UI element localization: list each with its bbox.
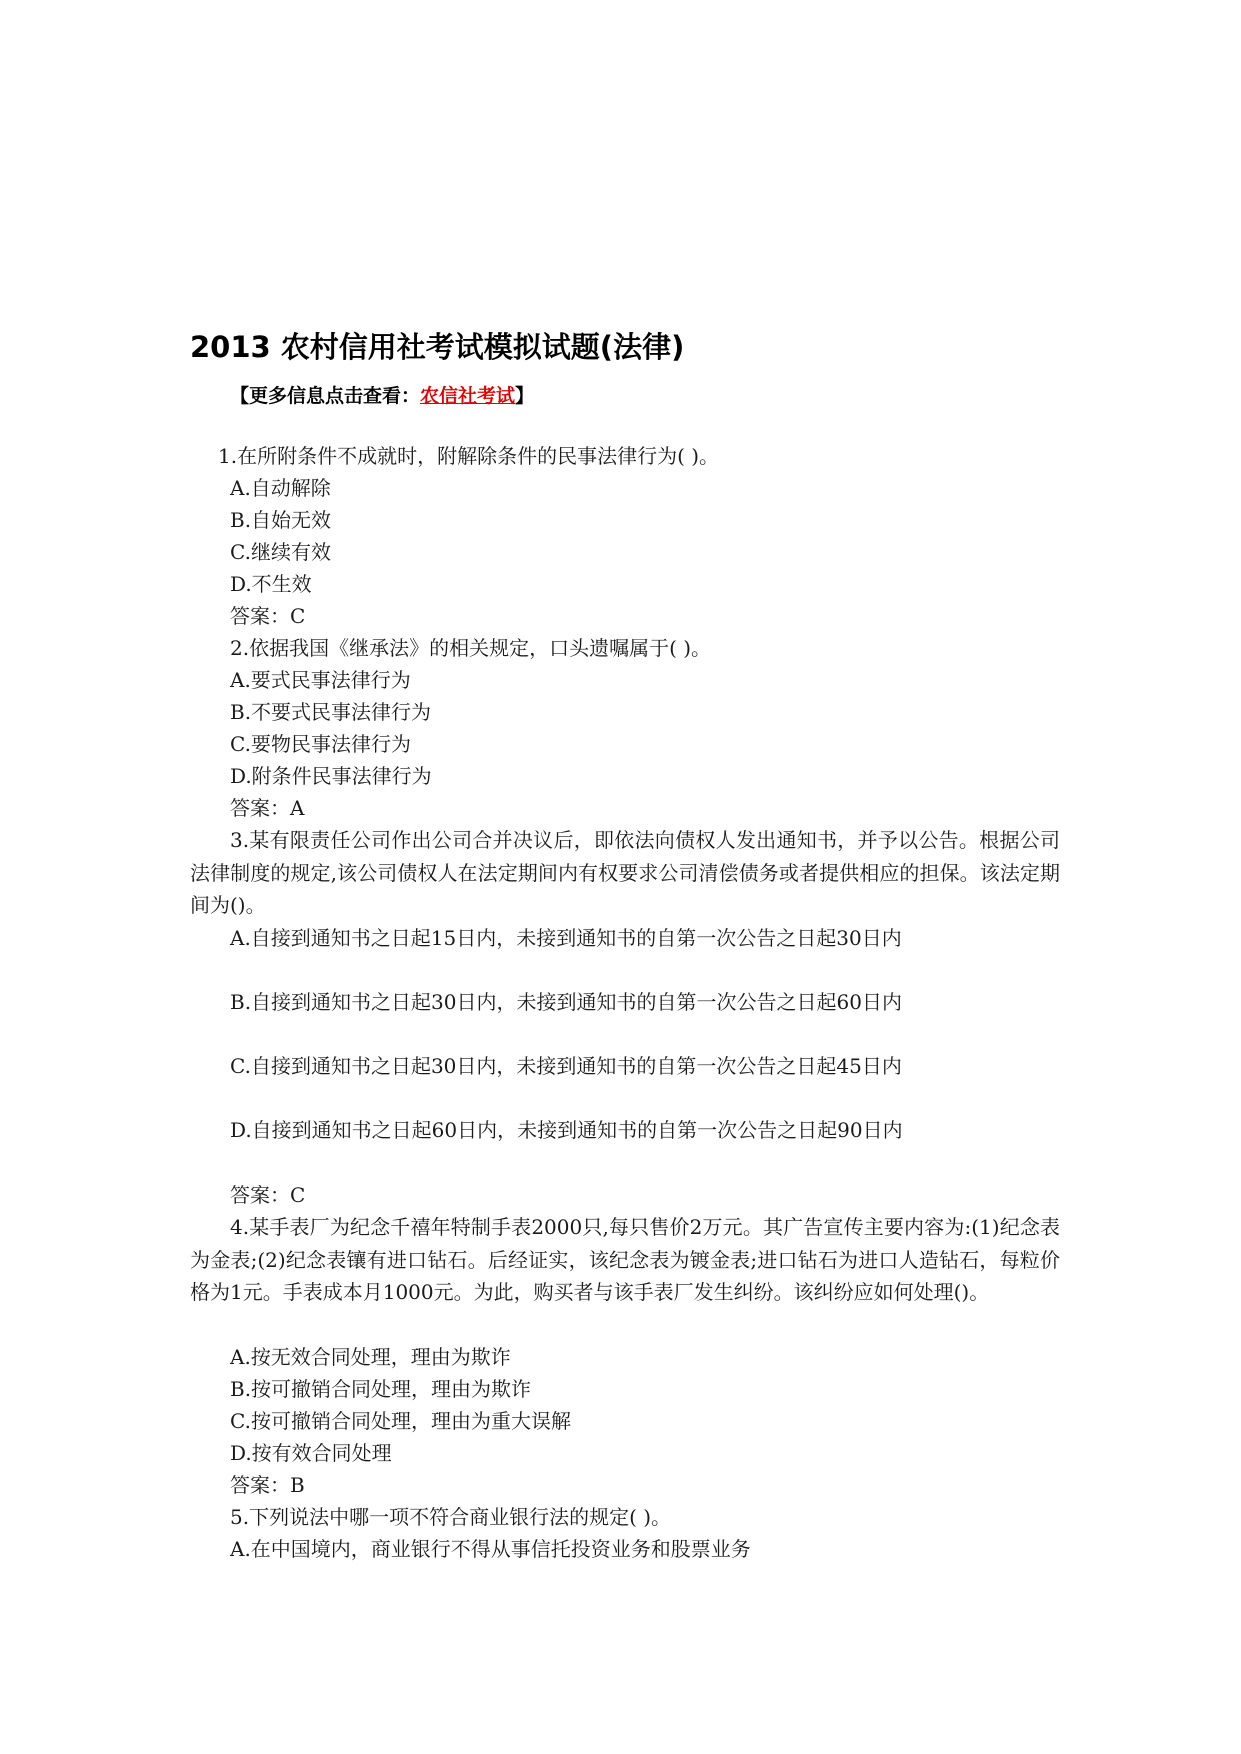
question-1-option-a: A.自动解除: [230, 476, 331, 500]
question-4-option-d: D.按有效合同处理: [230, 1441, 392, 1465]
more-info-line: [230, 382, 534, 410]
question-5-option-a: A.在中国境内，商业银行不得从事信托投资业务和股票业务: [230, 1537, 751, 1561]
question-2-option-d: D.附条件民事法律行为: [230, 764, 432, 788]
question-4-option-a: A.按无效合同处理，理由为欺诈: [230, 1345, 511, 1369]
question-3-option-d: D.自接到通知书之日起60日内，未接到通知书的自第一次公告之日起90日内: [230, 1118, 903, 1142]
question-1-option-c: C.继续有效: [230, 540, 331, 564]
question-2-option-c: C.要物民事法律行为: [230, 732, 411, 756]
question-4-answer: 答案：B: [230, 1473, 305, 1497]
question-2-answer: 答案：A: [230, 796, 305, 820]
question-3-option-b: B.自接到通知书之日起30日内，未接到通知书的自第一次公告之日起60日内: [230, 990, 902, 1014]
question-3-answer: 答案：C: [230, 1183, 306, 1207]
question-3-stem: 3.某有限责任公司作出公司合并决议后，即依法向债权人发出通知书，并予以公告。根据公司法律制度的规定,该公司债权人在法定期间内有权要求公司清偿债务或者提供相应的担保。该法定期间为()。: [190, 828, 1060, 917]
question-2-option-a: A.要式民事法律行为: [230, 668, 411, 692]
question-3-option-a: A.自接到通知书之日起15日内，未接到通知书的自第一次公告之日起30日内: [230, 926, 902, 950]
more-info-suffix: 】: [515, 385, 535, 407]
question-1-option-d: D.不生效: [230, 572, 312, 596]
document-title: 2013 农村信用社考试模拟试题(法律): [190, 330, 685, 364]
question-4-option-b: B.按可撤销合同处理，理由为欺诈: [230, 1377, 532, 1401]
question-5-stem: 5.下列说法中哪一项不符合商业银行法的规定( )。: [230, 1505, 672, 1529]
more-info-prefix: 【更多信息点击查看：: [230, 385, 421, 407]
question-4-option-c: C.按可撤销合同处理，理由为重大误解: [230, 1409, 571, 1433]
question-1-stem: 1.在所附条件不成就时，附解除条件的民事法律行为( )。: [218, 444, 720, 468]
question-4-stem: 4.某手表厂为纪念千禧年特制手表2000只,每只售价2万元。其广告宣传主要内容为:(1)纪念表为金表;(2)纪念表镶有进口钻石。后经证实，该纪念表为镀金表;进口钻石为进口人造钻石，每粒价格为1元。手表成本月1000元。为此，购买者与该手表厂发生纠纷。该纠纷应如何处理()。: [190, 1215, 1060, 1304]
question-2-stem: 2.依据我国《继承法》的相关规定，口头遗嘱属于( )。: [230, 636, 712, 660]
question-2-option-b: B.不要式民事法律行为: [230, 700, 432, 724]
question-1-option-b: B.自始无效: [230, 508, 332, 532]
question-1-answer: 答案：C: [230, 604, 306, 628]
exam-info-link[interactable]: 农信社考试: [420, 385, 516, 407]
question-3-option-c: C.自接到通知书之日起30日内，未接到通知书的自第一次公告之日起45日内: [230, 1054, 902, 1078]
